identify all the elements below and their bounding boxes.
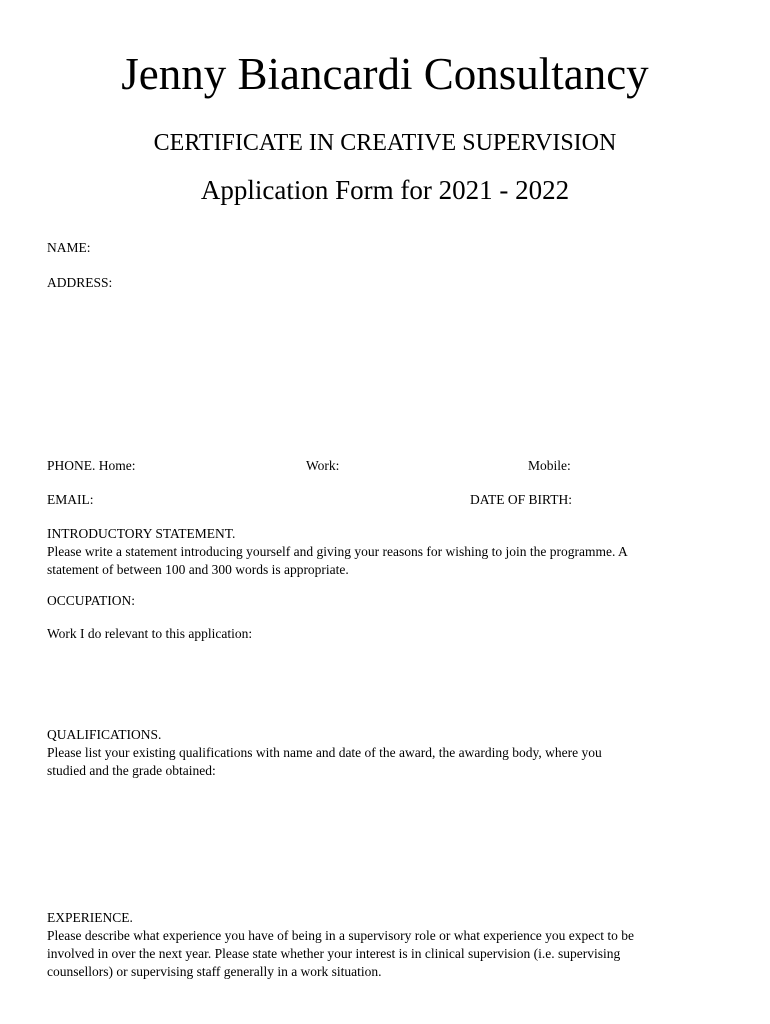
experience-section <box>47 909 634 981</box>
phone-mobile-label: Mobile: <box>528 458 571 473</box>
phone-work-label: Work: <box>306 458 340 473</box>
form-title: Application Form for 2021 - 2022 <box>200 175 570 205</box>
name-label: NAME: <box>47 240 91 255</box>
experience-line: Please describe what experience you have of being in a supervisory role or what experience you expect to be <box>47 928 635 943</box>
phone-home-label: PHONE. Home: <box>47 458 136 473</box>
qualifications-line: studied and the grade obtained: <box>47 763 216 778</box>
intro-line: statement of between 100 and 300 words is appropriate. <box>47 562 349 577</box>
occupation-label: OCCUPATION: <box>47 593 136 608</box>
address-label: ADDRESS: <box>47 275 113 290</box>
experience-line: counsellors) or supervising staff generally in a work situation. <box>47 964 382 979</box>
dob-label: DATE OF BIRTH: <box>470 492 572 507</box>
intro-section <box>47 525 628 579</box>
qualifications-heading: QUALIFICATIONS. <box>47 727 162 742</box>
course-title: CERTIFICATE IN CREATIVE SUPERVISION <box>153 130 617 156</box>
experience-heading: EXPERIENCE. <box>47 910 133 925</box>
relevant-work-label: Work I do relevant to this application: <box>47 626 253 641</box>
qualifications-section <box>47 726 602 780</box>
experience-line: involved in over the next year. Please state whether your interest is in clinical supervision (i.e. supervising <box>47 946 621 961</box>
organisation-title: Jenny Biancardi Consultancy <box>121 49 649 99</box>
qualifications-line: Please list your existing qualifications with name and date of the award, the awarding body, where you <box>47 745 602 760</box>
email-label: EMAIL: <box>47 492 94 507</box>
intro-line: Please write a statement introducing yourself and giving your reasons for wishing to join the programme. A <box>47 544 628 559</box>
intro-heading: INTRODUCTORY STATEMENT. <box>47 526 236 541</box>
